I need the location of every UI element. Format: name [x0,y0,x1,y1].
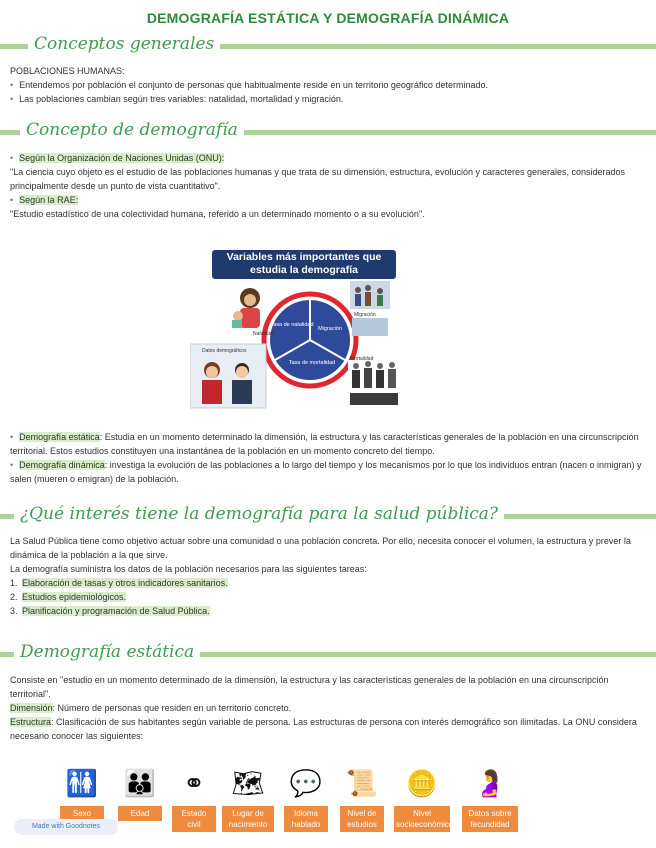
coins-icon: 🪙 [405,768,439,798]
variables-row [60,768,530,833]
bullet-item: • Según la Organización de Naciones Unidas (ONU): [10,151,646,165]
section-heading: Conceptos generales [28,34,220,54]
photo-label: Mortalidad [350,356,374,362]
migracion-illustration [350,281,390,336]
rae-definition: "Estudio estadístico de una colectividad humana, referido a un determinado momento o a su evolución". [10,209,425,219]
task-item: 1. Elaboración de tasas y otros indicadores sanitarios. [10,578,228,588]
wheel-label: Tasa de mortalidad [288,360,336,366]
variable-item: 🤰 Datos sobre fecundidad [462,768,518,832]
mortalidad-illustration [348,356,398,408]
bullet-item: • Demografía dinámica: investiga la evolución de las poblaciones a lo largo del tiempo y los mecanismos por lo que los individuos entran (nacen o inmigran) y salen (mueren o emigran) de la población. [10,458,646,486]
estructura-item: Estructura: Clasificación de sus habitantes según variable de persona. Las estructuras de persona con interés demográfico son ilimitadas. La ONU considera necesario conocer las siguientes: [10,717,637,741]
salud-paragraph: La demografía suministra los datos de la población necesarios para las siguientes tareas: [10,564,367,574]
variable-item: 🚻 Sexo [60,768,104,821]
section-salud [0,504,656,530]
page-title: DEMOGRAFÍA ESTÁTICA Y DEMOGRAFÍA DINÁMICA [146,10,510,26]
wheel-label: Tasa de natalidad [270,322,314,328]
dimension-item: Dimensión: Número de personas que residen en un territorio concreto. [10,703,292,713]
bullet-item: • Las poblaciones cambian según tres variables: natalidad, mortalidad y migración. [10,92,646,106]
estatica-block [10,673,646,743]
certificate-icon: 📜 [345,768,379,798]
infographic [190,248,480,418]
bullet-item: • Entendemos por población el conjunto de personas que habitualmente reside en un territorio geográfico determinado. [10,78,646,92]
natalidad-illustration [232,288,274,337]
family-icon: 👪 [123,768,157,798]
generales-block [10,64,646,106]
onu-definition: "La ciencia cuyo objeto es el estudio de las poblaciones humanas y que trata de su dimensión, estructura, evolución y caracteres generales, considerados principalmente desde un punto de vista cuantitativo". [10,167,626,191]
section-generales [0,34,656,60]
salud-block [10,534,646,618]
section-heading: ¿Qué interés tiene la demografía para la salud pública? [14,504,504,524]
task-item: 3. Planificación y programación de Salud Pública. [10,606,210,616]
bullet-item: • Demografía estática: Estudia en un momento determinado la dimensión, la estructura y las características generales de la población en una circunscripción territorial. Estos estudios constituyen una instantánea de la población en un momento concreto del tiempo. [10,430,646,458]
section-concepto [0,120,656,146]
concepto-block [10,151,646,221]
speech-icon: 💬 [289,768,323,798]
pregnant-icon: 🤰 [473,768,507,798]
variable-item: 📜 Nivel de estudios [340,768,384,832]
section-heading: Concepto de demografía [20,120,244,140]
variable-item: 🪙 Nivel socioeconómico [394,768,450,832]
bullet-item: • Según la RAE: [10,193,646,207]
map-icon: 🗺 [231,768,265,798]
salud-paragraph: La Salud Pública tiene como objetivo actuar sobre una comunidad o una población concreta. Por ello, necesita conocer el volumen, la estructura y prever la dinámica de la población a la que sirve. [10,536,631,560]
photo-label: Datos demográficos [202,348,247,354]
tipos-block [10,430,646,486]
variables-wheel [190,248,480,418]
section-heading: Demografía estática [14,642,200,662]
variable-item: 💬 Idioma hablado [284,768,328,832]
task-item: 2. Estudios epidemiológicos. [10,592,127,602]
datos-illustration [190,344,266,408]
wheel-label: Migración [318,326,342,332]
section-estatica [0,642,656,668]
poblaciones-heading: POBLACIONES HUMANAS: [10,66,125,76]
goodnotes-badge: Made with Goodnotes [14,819,118,835]
variable-item: 👪 Edad [118,768,162,821]
photo-label: Natalidad [253,331,275,337]
people-icon: 🚻 [65,768,99,798]
variable-item: 🗺 Lugar de nacimiento [222,768,274,832]
estatica-definition: Consiste en "estudio en un momento determinado de la dimensión, la estructura y las características generales de la población en una circunscripción territorial". [10,675,609,699]
infographic-header: Variables más importantes que estudia la demografía [212,250,396,279]
variable-item: ⚭ Estado civil [172,768,216,832]
photo-label: Migración [354,312,376,318]
rings-icon: ⚭ [183,768,205,798]
